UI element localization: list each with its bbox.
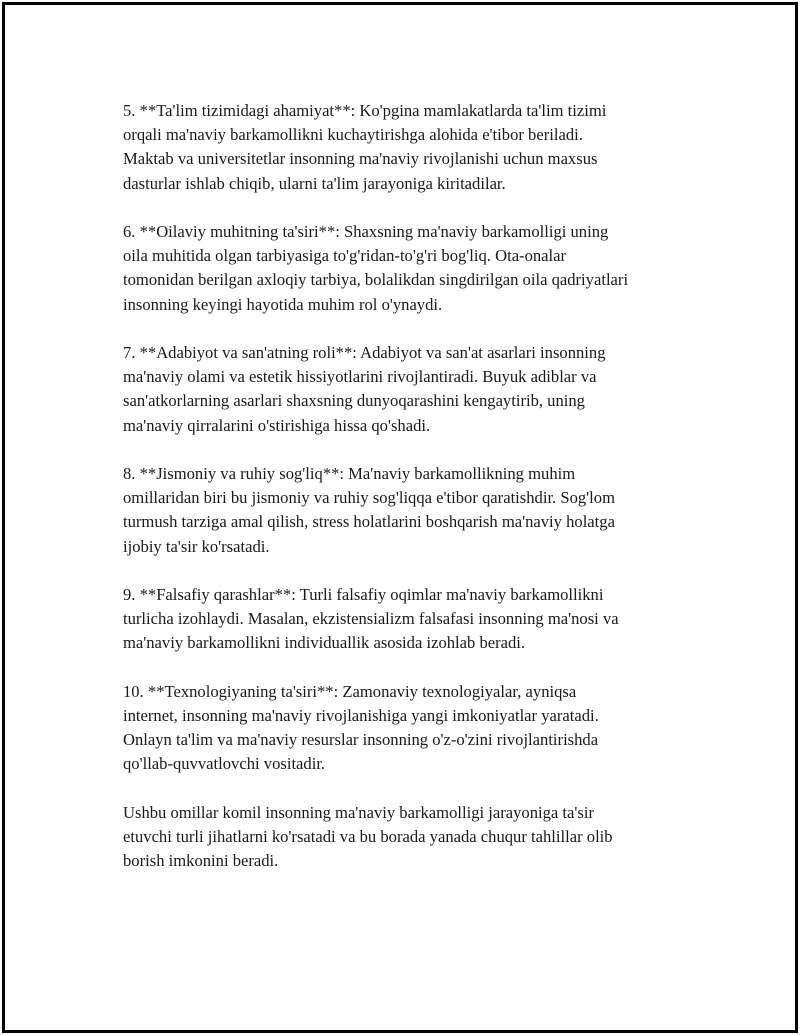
paragraph-9-philosophy: 9. **Falsafiy qarashlar**: Turli falsafiy oqimlar ma'naviy barkamollikni turlicha izohlaydi. Masalan, ekzistensializm falsafasi insonning ma'nosi va ma'naviy barkamollikni individuallik asosida izohlab beradi.	[123, 585, 619, 653]
document-body	[123, 99, 693, 898]
paragraph-conclusion: Ushbu omillar komil insonning ma'naviy barkamolligi jarayoniga ta'sir etuvchi turli jihatlarni ko'rsatadi va bu borada yanada chuqur tahlillar olib borish imkonini beradi.	[123, 802, 613, 871]
paragraph-5-education: 5. **Ta'lim tizimidagi ahamiyat**: Ko'pgina mamlakatlarda ta'lim tizimi orqali ma'naviy barkamollikni kuchaytirishga alohida e'tibor beriladi. Maktab va universitetlar insonning ma'naviy rivojlanishi uchun maxsus dasturlar ishlab chiqib, ularni ta'lim jarayoniga kiritadilar.	[123, 101, 607, 193]
paragraph-7-literature-art: 7. **Adabiyot va san'atning roli**: Adabiyot va san'at asarlari insonning ma'naviy olami va estetik hissiyotlarini rivojlantiradi. Buyuk adiblar va san'atkorlarning asarlari shaxsning dunyoqarashini kengaytirib, uning ma'naviy qirralarini o'stirishiga hissa qo'shadi.	[123, 343, 606, 435]
page-frame	[2, 2, 798, 1033]
paragraph-10-technology: 10. **Texnologiyaning ta'siri**: Zamonaviy texnologiyalar, ayniqsa internet, insonning ma'naviy rivojlanishiga yangi imkoniyatlar yaratadi. Onlayn ta'lim va ma'naviy resurslar insonning o'z-o'zini rivojlantirishda qo'llab-quvvatlovchi vositadir.	[123, 681, 599, 774]
paragraph-6-family: 6. **Oilaviy muhitning ta'siri**: Shaxsning ma'naviy barkamolligi uning oila muhitida olgan tarbiyasiga to'g'ridan-to'g'ri bog'liq. Ota-onalar tomonidan berilgan axloqiy tarbiya, bolalikdan singdirilgan oila qadriyatlari insonning keyingi hayotida muhim rol o'ynaydi.	[123, 222, 629, 314]
paragraph-8-health: 8. **Jismoniy va ruhiy sog'liq**: Ma'naviy barkamollikning muhim omillaridan biri bu jismoniy va ruhiy sog'liqqa e'tibor qaratishdir. Sog'lom turmush tarziga amal qilish, stress holatlarini boshqarish ma'naviy holatga ijobiy ta'sir ko'rsatadi.	[123, 464, 615, 556]
